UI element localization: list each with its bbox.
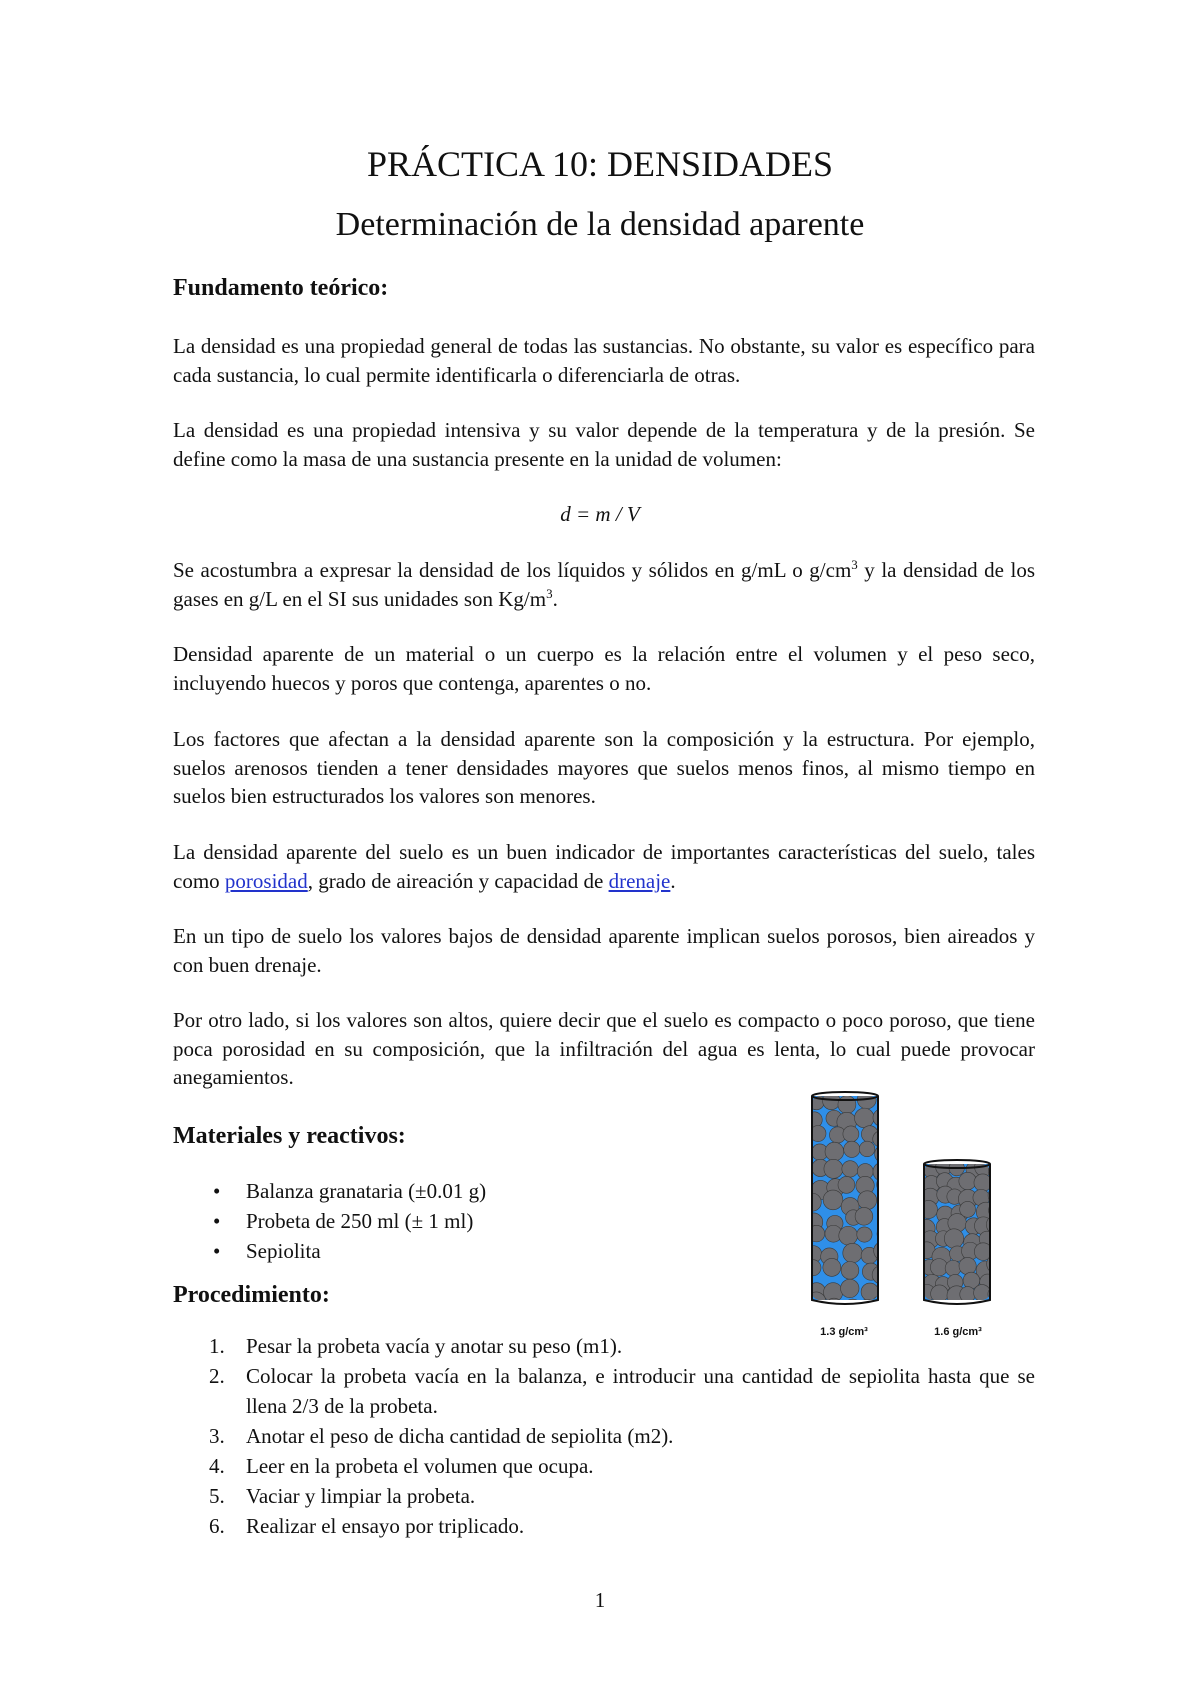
paragraph-8: Por otro lado, si los valores son altos, quiere decir que el suelo es compacto o poco poroso, que tiene poca porosidad en su composición, que la infiltración del agua es lenta, lo cual puede provocar anegamientos. [173,1008,1035,1089]
page-subtitle: Determinación de la densidad aparente [335,206,865,243]
p3-text-1: Se acostumbra a expresar la densidad de los líquidos y sólidos en g/mL o g/cm [173,558,852,582]
soil-particle [989,1202,1006,1219]
step-text: Anotar el peso de dicha cantidad de sepiolita (m2). [246,1424,674,1448]
step-text: Vaciar y limpiar la probeta. [246,1484,476,1508]
list-item [173,1176,486,1206]
bullet-icon: • [213,1179,221,1203]
p6-text-2: , grado de aireación y capacidad de [307,868,609,893]
soil-particle [808,1260,821,1276]
soil-particle [990,1172,1006,1188]
soil-particle [873,1162,892,1181]
low-density-cylinder [808,1090,898,1318]
soil-particle [874,1241,893,1260]
soil-particle [877,1090,895,1107]
bullet-icon: • [213,1239,221,1263]
high-density-cylinder [917,1158,1008,1305]
soil-particle [838,1176,855,1193]
list-item [173,1421,1035,1451]
paragraph-1: La densidad es una propiedad general de todas las sustancias. No obstante, su valor es específico para cada sustancia, lo cual permite identificarla o diferenciarla de otras. [173,334,1035,387]
p3-text-2: y la densidad de los gases en g/L en el SI sus unidades son Kg/m [173,558,1035,611]
p6-text-1: La densidad aparente del suelo es un buen indicador de importantes características del suelo, tales como [173,840,1035,893]
soil-particle [824,1159,843,1178]
step-number: 1. [209,1334,225,1358]
density-label-left: 1.3 g/cm³ [820,1326,868,1338]
p3-sup-1: 3 [851,557,858,572]
heading-fundamento: Fundamento teórico: [173,275,389,301]
paragraph-4: Densidad aparente de un material o un cuerpo es la relación entre el volumen y el peso seco, incluyendo huecos y poros que contenga, aparentes o no. [173,642,1035,695]
soil-particle [839,1226,858,1245]
step-number: 2. [209,1364,225,1388]
paragraph-5: Los factores que afectan a la densidad aparente son la composición y la estructura. Por ejemplo, suelos arenosos tienden a tener densidades mayores que suelos menos finos, al mismo tiempo en suelos bien estructurados los valores son menores. [173,727,1035,808]
soil-particle [823,1190,843,1210]
density-formula: d = m / V [560,502,640,526]
list-item [173,1236,486,1266]
heading-procedimiento: Procedimiento: [173,1282,330,1308]
paragraph-2: La densidad es una propiedad intensiva y su valor depende de la temperatura y de la presión. Se define como la masa de una sustancia presente en la unidad de volumen: [173,418,1035,471]
paragraph-7: En un tipo de suelo los valores bajos de densidad aparente implican suelos porosos, bien aireados y con buen drenaje. [173,924,1035,977]
step-text: Pesar la probeta vacía y anotar su peso (m1). [246,1334,623,1358]
soil-particle [854,1108,874,1128]
soil-particle [873,1131,889,1147]
soil-particle [945,1260,961,1276]
list-item [173,1481,1035,1511]
soil-particle [858,1191,877,1210]
material-text: Balanza granataria (±0.01 g) [246,1179,487,1203]
soil-particle [974,1174,992,1192]
density-label-right: 1.6 g/cm³ [934,1326,982,1338]
soil-particle [959,1257,976,1274]
page-title: PRÁCTICA 10: DENSIDADES [366,144,834,184]
soil-particle [877,1225,894,1242]
soil-particle [844,1141,860,1157]
soil-particle [857,1227,872,1242]
soil-particle [825,1298,842,1315]
soil-particle [825,1142,844,1161]
soil-particle [808,1225,825,1242]
material-text: Sepiolita [246,1239,321,1263]
cylinders-illustration [808,1090,1008,1340]
soil-particle [843,1126,859,1142]
soil-particle [841,1261,859,1279]
soil-particle [879,1215,895,1231]
soil-particle [841,1279,859,1297]
step-text: Leer en la probeta el volumen que ocupa. [246,1454,594,1478]
materials-list [173,1176,486,1266]
soil-density-figure [808,1090,1008,1340]
soil-particle [842,1161,858,1177]
heading-materiales: Materiales y reactivos: [173,1123,406,1149]
soil-particle [855,1207,873,1225]
soil-particle [872,1296,889,1313]
material-text: Probeta de 250 ml (± 1 ml) [246,1209,474,1233]
list-item [173,1206,486,1236]
soil-particle [859,1141,875,1157]
soil-particle [872,1266,890,1284]
soil-particle [992,1275,1007,1290]
step-text: Colocar la probeta vacía en la balanza, e introducir una cantidad de sepiolita hasta que se llena 2/3 de la probeta. [246,1364,1035,1418]
list-item [173,1361,1035,1421]
porosidad-link[interactable]: porosidad [224,868,308,893]
soil-particle [960,1287,976,1303]
soil-particle [990,1242,1008,1260]
soil-particle [919,1200,937,1218]
soil-particle [931,1285,949,1303]
soil-particle [844,1299,862,1317]
paragraph-3 [173,556,1035,613]
soil-particle [838,1096,856,1114]
drenaje-link[interactable]: drenaje [608,868,671,893]
step-text: Realizar el ensayo por triplicado. [246,1514,525,1538]
p3-text-3: . [552,586,558,611]
step-number: 4. [209,1454,225,1478]
step-number: 3. [209,1424,225,1448]
soil-particle [877,1175,897,1195]
procedure-list [173,1331,1035,1541]
step-number: 5. [209,1484,225,1508]
soil-particle [879,1280,898,1299]
p6-text-3: . [670,868,676,893]
p3-sup-2: 3 [546,585,553,601]
page-number: 1 [594,1588,606,1612]
soil-particle [944,1229,963,1248]
soil-particle [993,1230,1008,1246]
soil-particle [959,1172,976,1189]
step-number: 6. [209,1514,225,1538]
list-item [173,1511,1035,1541]
soil-particle [873,1109,891,1127]
paragraph-6 [173,838,1035,895]
bullet-icon: • [213,1209,221,1233]
soil-particle [823,1258,841,1276]
list-item [173,1451,1035,1481]
soil-particle [880,1194,895,1209]
soil-particle [808,1112,822,1128]
soil-particle [843,1243,862,1262]
